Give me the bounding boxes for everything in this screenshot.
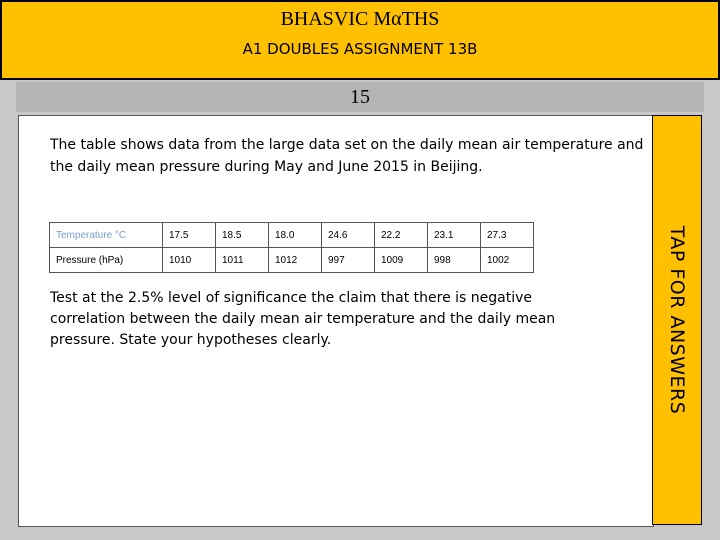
row-label-pressure: Pressure (hPa) [50, 248, 163, 273]
table-row-pressure [50, 248, 534, 273]
data-table [49, 222, 534, 273]
table-cell: 18.5 [216, 223, 269, 248]
table-cell: 17.5 [163, 223, 216, 248]
row-label-temperature: Temperature °C [50, 223, 163, 248]
tap-for-answers-label: TAP FOR ANSWERS [666, 225, 688, 415]
table-cell: 18.0 [269, 223, 322, 248]
assignment-subtitle: A1 DOUBLES ASSIGNMENT 13B [242, 40, 478, 58]
table-cell: 24.6 [322, 223, 375, 248]
question-number: 15 [350, 86, 370, 108]
table-cell: 998 [428, 248, 481, 273]
table-cell: 27.3 [481, 223, 534, 248]
table-cell: 23.1 [428, 223, 481, 248]
table-cell: 1002 [481, 248, 534, 273]
table-cell: 1011 [216, 248, 269, 273]
intro-text: The table shows data from the large data set on the daily mean air temperature and the daily mean pressure during May and June 2015 in Beijing. [50, 137, 644, 175]
table-cell: 997 [322, 248, 375, 273]
table-row-temperature [50, 223, 534, 248]
page-title: BHASVIC MαTHS [280, 8, 440, 30]
table-cell: 1009 [375, 248, 428, 273]
table-cell: 22.2 [375, 223, 428, 248]
question-number-bar [16, 82, 704, 112]
table-cell: 1010 [163, 248, 216, 273]
table-cell: 1012 [269, 248, 322, 273]
question-card [18, 115, 654, 527]
question-text: Test at the 2.5% level of significance the claim that there is negative correlation between the daily mean air temperature and the daily mean pressure. State your hypotheses clearly. [50, 290, 556, 348]
tap-for-answers-button[interactable] [652, 115, 702, 525]
header-banner [0, 0, 720, 80]
